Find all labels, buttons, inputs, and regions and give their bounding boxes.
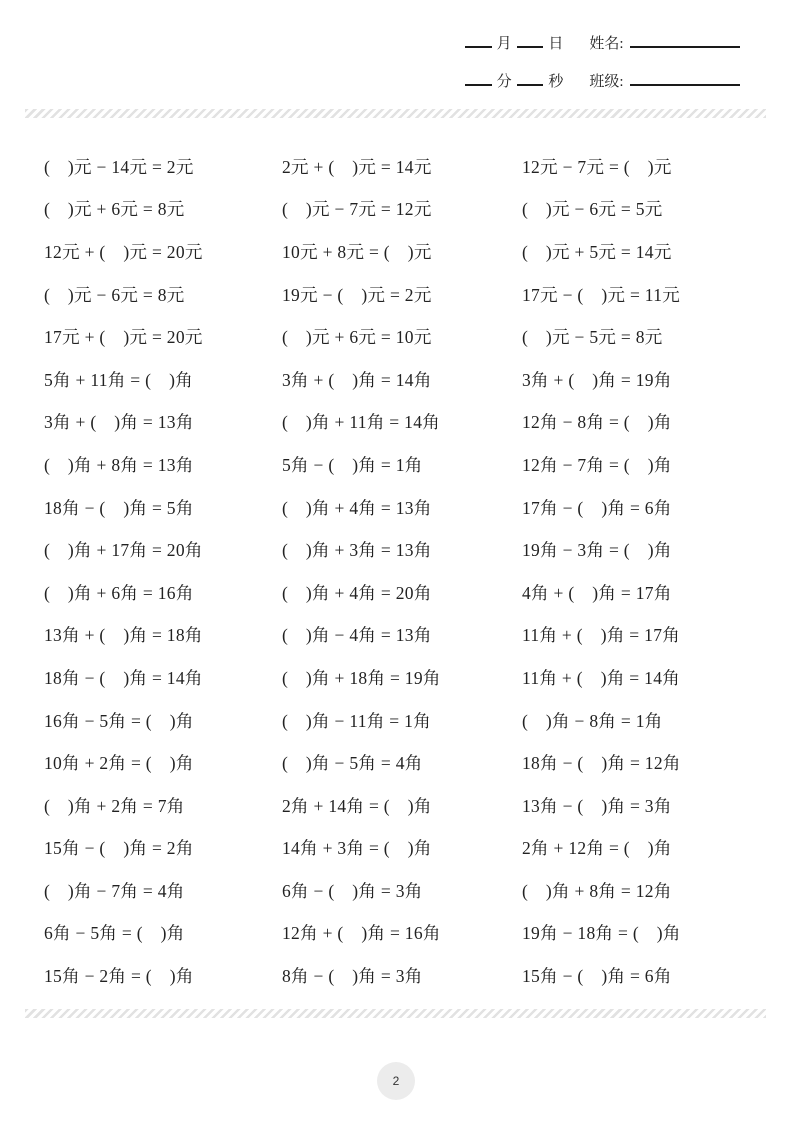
- problem: 17元 − ( )元 = 11元: [522, 284, 681, 305]
- problem: ( )元 − 6元 = 8元: [44, 284, 185, 305]
- problem: ( )角 + 4角 = 20角: [282, 582, 432, 603]
- problems-grid: [44, 145, 780, 997]
- problem: 12角 + ( )角 = 16角: [282, 923, 441, 944]
- problem: 11角 + ( )角 = 17角: [522, 625, 681, 646]
- problem: 8角 − ( )角 = 3角: [282, 966, 423, 987]
- minute-blank: [465, 71, 492, 86]
- problem: 3角 + ( )角 = 13角: [44, 412, 194, 433]
- problem: 19角 − 18角 = ( )角: [522, 923, 681, 944]
- problem: 6角 − ( )角 = 3角: [282, 880, 423, 901]
- problem: 18角 − ( )角 = 5角: [44, 497, 194, 518]
- problem: ( )角 + 8角 = 13角: [44, 454, 194, 475]
- header: [460, 32, 740, 108]
- problem: 18角 − ( )角 = 14角: [44, 667, 203, 688]
- day-blank: [517, 33, 544, 48]
- problem: 15角 − ( )角 = 6角: [522, 966, 672, 987]
- bottom-divider: [25, 1009, 766, 1018]
- second-label: 秒: [548, 74, 564, 90]
- problem: 13角 + ( )角 = 18角: [44, 625, 203, 646]
- second-blank: [517, 71, 544, 86]
- problem: 4角 + ( )角 = 17角: [522, 582, 672, 603]
- time-row: [460, 70, 740, 94]
- problem: 12元 + ( )元 = 20元: [44, 241, 203, 262]
- problem: ( )角 + 4角 = 13角: [282, 497, 432, 518]
- problem: 17元 + ( )元 = 20元: [44, 327, 203, 348]
- name-blank: [630, 33, 740, 48]
- page-number-badge: [377, 1062, 415, 1100]
- problem: ( )角 + 2角 = 7角: [44, 795, 185, 816]
- problem: 15角 − 2角 = ( )角: [44, 966, 194, 987]
- problem: ( )角 − 4角 = 13角: [282, 625, 432, 646]
- problem: 13角 − ( )角 = 3角: [522, 795, 672, 816]
- problem: ( )角 − 8角 = 1角: [522, 710, 663, 731]
- problem: ( )元 − 7元 = 12元: [282, 199, 432, 220]
- problem: 12角 − 7角 = ( )角: [522, 454, 672, 475]
- problem: ( )角 + 3角 = 13角: [282, 540, 432, 561]
- month-blank: [465, 33, 492, 48]
- problem: ( )角 + 17角 = 20角: [44, 540, 203, 561]
- name-label: 姓名:: [589, 36, 624, 52]
- problem: 5角 − ( )角 = 1角: [282, 454, 423, 475]
- class-label: 班级:: [589, 74, 624, 90]
- problem: 11角 + ( )角 = 14角: [522, 667, 681, 688]
- problem: 3角 + ( )角 = 14角: [282, 369, 432, 390]
- problem: ( )角 − 11角 = 1角: [282, 710, 431, 731]
- minute-label: 分: [496, 74, 512, 90]
- problem: 12角 − 8角 = ( )角: [522, 412, 672, 433]
- problem: 2角 + 12角 = ( )角: [522, 838, 672, 859]
- problem: ( )角 + 8角 = 12角: [522, 880, 672, 901]
- month-label: 月: [496, 36, 512, 52]
- problem: ( )元 − 6元 = 5元: [522, 199, 663, 220]
- problem: 18角 − ( )角 = 12角: [522, 753, 681, 774]
- problem: 16角 − 5角 = ( )角: [44, 710, 194, 731]
- problem: 14角 + 3角 = ( )角: [282, 838, 432, 859]
- page-number: 2: [392, 1074, 400, 1088]
- problem: 12元 − 7元 = ( )元: [522, 156, 672, 177]
- class-blank: [630, 71, 740, 86]
- problem: ( )角 + 11角 = 14角: [282, 412, 441, 433]
- problem: ( )元 + 5元 = 14元: [522, 241, 672, 262]
- problem: 3角 + ( )角 = 19角: [522, 369, 672, 390]
- problem: ( )元 − 5元 = 8元: [522, 327, 663, 348]
- problem: ( )元 − 14元 = 2元: [44, 156, 194, 177]
- problem: 19角 − 3角 = ( )角: [522, 540, 672, 561]
- top-divider: [25, 109, 766, 118]
- problem: ( )角 + 6角 = 16角: [44, 582, 194, 603]
- problem: ( )角 + 18角 = 19角: [282, 667, 441, 688]
- problem: 6角 − 5角 = ( )角: [44, 923, 185, 944]
- problem: 19元 − ( )元 = 2元: [282, 284, 432, 305]
- problem: 2角 + 14角 = ( )角: [282, 795, 432, 816]
- problem: ( )角 − 7角 = 4角: [44, 880, 185, 901]
- problem: ( )元 + 6元 = 10元: [282, 327, 432, 348]
- problem: ( )元 + 6元 = 8元: [44, 199, 185, 220]
- problem: 15角 − ( )角 = 2角: [44, 838, 194, 859]
- problem: 10角 + 2角 = ( )角: [44, 753, 194, 774]
- problem: 2元 + ( )元 = 14元: [282, 156, 432, 177]
- problem: 5角 + 11角 = ( )角: [44, 369, 193, 390]
- date-row: [460, 32, 740, 56]
- day-label: 日: [548, 36, 564, 52]
- problem: 10元 + 8元 = ( )元: [282, 241, 432, 262]
- problem: ( )角 − 5角 = 4角: [282, 753, 423, 774]
- problem: 17角 − ( )角 = 6角: [522, 497, 672, 518]
